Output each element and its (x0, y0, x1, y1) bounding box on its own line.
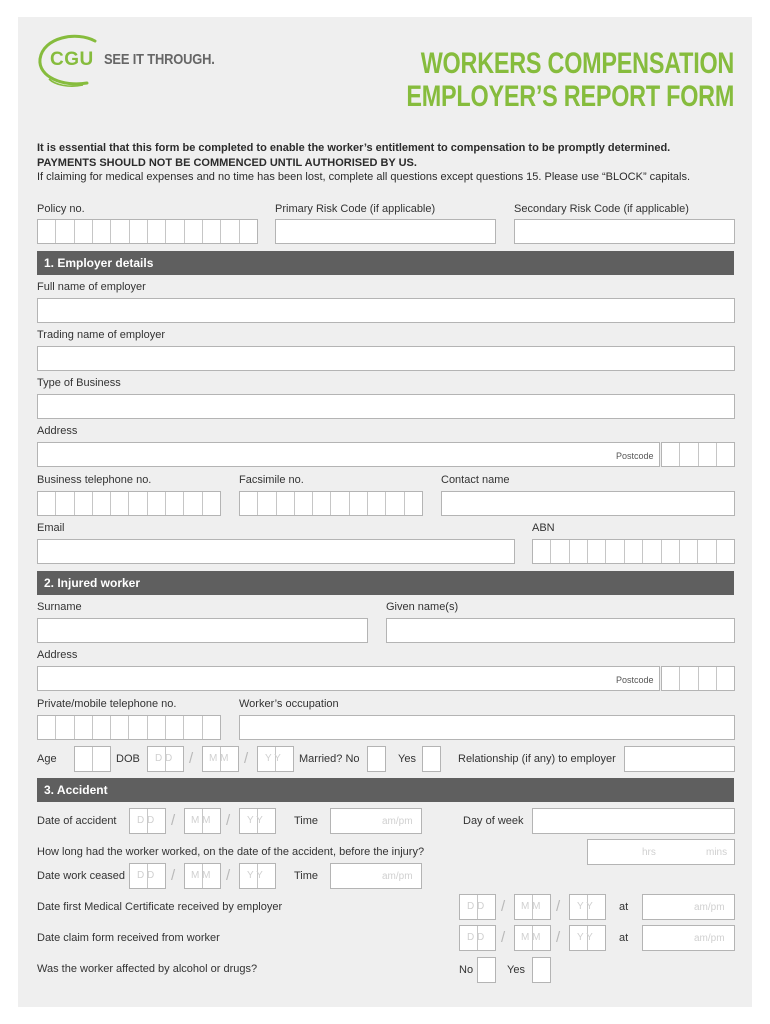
business-phone-label: Business telephone no. (37, 474, 152, 486)
employer-address-field[interactable] (37, 442, 660, 467)
med-cert-label: Date first Medical Certificate received by employer (37, 901, 283, 913)
alcohol-question-label: Was the worker affected by alcohol or drugs? (37, 963, 258, 975)
worker-address-field[interactable] (37, 666, 660, 691)
date-separator: / (171, 867, 176, 884)
date-separator: / (244, 750, 249, 767)
email-label: Email (37, 522, 65, 534)
employer-address-label: Address (37, 425, 78, 437)
day-of-week-label: Day of week (463, 815, 524, 827)
date-separator: / (189, 750, 194, 767)
dob-month-placeholder: M M (209, 753, 229, 764)
business-type-field[interactable] (37, 394, 735, 419)
date-separator: / (226, 812, 231, 829)
email-field[interactable] (37, 539, 515, 564)
business-phone-field[interactable] (37, 491, 221, 516)
given-names-field[interactable] (386, 618, 735, 643)
employer-postcode-label: Postcode (616, 451, 654, 461)
alcohol-yes-checkbox[interactable] (532, 957, 551, 983)
med-cert-day-placeholder: D D (467, 901, 485, 912)
occupation-field[interactable] (239, 715, 735, 740)
married-yes-checkbox[interactable] (422, 746, 441, 772)
section-injured-worker: 2. Injured worker (37, 571, 734, 595)
date-separator: / (556, 929, 561, 946)
med-cert-month-placeholder: M M (521, 901, 541, 912)
intro-line-3: If claiming for medical expenses and no time has been lost, complete all questions except questions 15. Please use “BLOCK” capitals. (37, 171, 691, 183)
date-separator: / (171, 812, 176, 829)
dob-year-placeholder: Y Y (265, 753, 281, 764)
occupation-label: Worker’s occupation (239, 698, 339, 710)
contact-name-field[interactable] (441, 491, 735, 516)
primary-risk-label: Primary Risk Code (if applicable) (275, 203, 436, 215)
age-label: Age (37, 753, 57, 765)
policy-no-label: Policy no. (37, 203, 85, 215)
relationship-label: Relationship (if any) to employer (458, 753, 616, 765)
abn-field[interactable] (532, 539, 735, 564)
day-of-week-field[interactable] (532, 808, 735, 834)
ceased-month-placeholder: M M (191, 870, 211, 881)
claim-form-ampm: am/pm (694, 933, 725, 944)
claim-form-day-placeholder: D D (467, 932, 485, 943)
alcohol-no-label: No (459, 964, 474, 976)
employer-full-name-label: Full name of employer (37, 281, 146, 293)
claim-form-at-label: at (619, 932, 629, 944)
date-separator: / (556, 898, 561, 915)
date-separator: / (501, 929, 506, 946)
title-line-1: WORKERS COMPENSATION (420, 47, 734, 80)
med-cert-at-label: at (619, 901, 629, 913)
accident-time-ampm: am/pm (382, 816, 413, 827)
intro-line-1: It is essential that this form be completed to enable the worker’s entitlement to compensation to be promptly determined. (37, 142, 671, 154)
accident-year-placeholder: Y Y (247, 815, 263, 826)
employer-postcode-field[interactable] (661, 442, 735, 467)
dob-day-placeholder: D D (155, 753, 173, 764)
form-title (406, 47, 734, 113)
med-cert-ampm: am/pm (694, 902, 725, 913)
alcohol-yes-label: Yes (507, 964, 525, 976)
trading-name-field[interactable] (37, 346, 735, 371)
primary-risk-field[interactable] (275, 219, 496, 244)
worker-address-label: Address (37, 649, 78, 661)
dob-label: DOB (116, 753, 140, 765)
married-no-checkbox[interactable] (367, 746, 386, 772)
policy-no-field[interactable] (37, 219, 258, 244)
date-separator: / (501, 898, 506, 915)
married-yes-label: Yes (398, 753, 416, 765)
cgu-logo (37, 33, 237, 89)
facsimile-field[interactable] (239, 491, 423, 516)
contact-name-label: Contact name (441, 474, 510, 486)
intro-text (37, 141, 737, 185)
business-type-label: Type of Business (37, 377, 121, 389)
logo-wordmark: CGU (50, 49, 94, 70)
accident-month-placeholder: M M (191, 815, 211, 826)
section-accident: 3. Accident (37, 778, 734, 802)
logo-tagline: SEE IT THROUGH. (104, 51, 215, 68)
worker-postcode-label: Postcode (616, 675, 654, 685)
worker-phone-label: Private/mobile telephone no. (37, 698, 177, 710)
section-employer-details: 1. Employer details (37, 251, 734, 275)
accident-day-placeholder: D D (137, 815, 155, 826)
minutes-unit: mins (706, 847, 728, 858)
employer-full-name-field[interactable] (37, 298, 735, 323)
form-page (18, 17, 752, 1007)
abn-label: ABN (532, 522, 555, 534)
trading-name-label: Trading name of employer (37, 329, 165, 341)
ceased-year-placeholder: Y Y (247, 870, 263, 881)
claim-form-label: Date claim form received from worker (37, 932, 220, 944)
claim-form-month-placeholder: M M (521, 932, 541, 943)
hours-worked-label: How long had the worker worked, on the date of the accident, before the injury? (37, 846, 425, 858)
date-separator: / (226, 867, 231, 884)
ceased-time-label: Time (294, 870, 319, 882)
worker-phone-field[interactable] (37, 715, 221, 740)
hours-unit: hrs (642, 847, 656, 858)
secondary-risk-field[interactable] (514, 219, 735, 244)
married-no-label: Married? No (299, 753, 360, 765)
relationship-field[interactable] (624, 746, 735, 772)
age-field[interactable] (74, 746, 111, 772)
surname-field[interactable] (37, 618, 368, 643)
title-line-2: EMPLOYER’S REPORT FORM (406, 80, 734, 113)
ceased-day-placeholder: D D (137, 870, 155, 881)
facsimile-label: Facsimile no. (239, 474, 304, 486)
claim-form-year-placeholder: Y Y (577, 932, 593, 943)
ceased-time-ampm: am/pm (382, 871, 413, 882)
work-ceased-label: Date work ceased (37, 870, 126, 882)
intro-line-2: PAYMENTS SHOULD NOT BE COMMENCED UNTIL AUTHORISED BY US. (37, 156, 417, 169)
accident-date-label: Date of accident (37, 815, 117, 827)
secondary-risk-label: Secondary Risk Code (if applicable) (514, 203, 689, 215)
med-cert-year-placeholder: Y Y (577, 901, 593, 912)
given-names-label: Given name(s) (386, 601, 459, 613)
accident-time-label: Time (294, 815, 319, 827)
surname-label: Surname (37, 601, 82, 613)
alcohol-no-checkbox[interactable] (477, 957, 496, 983)
worker-postcode-field[interactable] (661, 666, 735, 691)
